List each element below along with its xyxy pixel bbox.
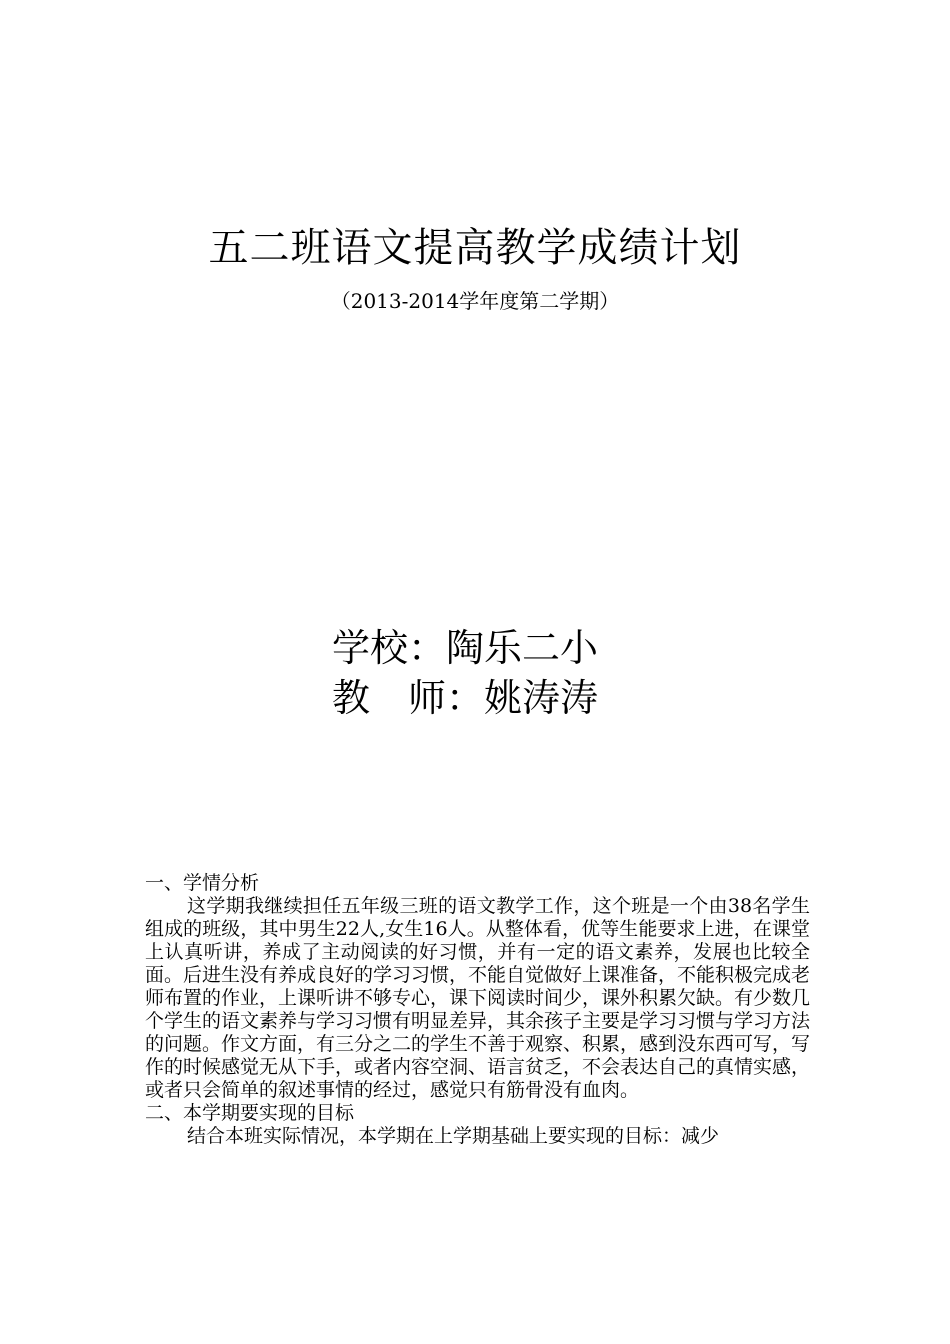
paragraph-analysis: 这学期我继续担任五年级三班的语文教学工作，这个班是一个由38名学生组成的班级，其中男生22人,女生16人。从整体看，优等生能要求上进，在课堂上认真听讲，养成了主动阅读的好习惯，并有一定的语文素养，发展也比较全面。后进生没有养成良好的学习习惯，不能自觉做好上课准备，不能积极完成老师布置的作业，上课听讲不够专心，课下阅读时间少，课外积累欠缺。有少数几个学生的语文素养与学习习惯有明显差异，其余孩子主要是学习习惯与学习方法的问题。作文方面，有三分之二的学生不善于观察、积累，感到没东西可写，写作的时候感觉无从下手，或者内容空洞、语言贫乏，不会表达自己的真情实感，或者只会简单的叙述事情的经过，感觉只有筋骨没有血肉。 <box>145 895 811 1101</box>
school-line: 学校：陶乐二小 <box>332 626 599 670</box>
teacher-line: 教 师：姚涛涛 <box>332 676 599 720</box>
section-heading-analysis: 一、学情分析 <box>145 872 260 894</box>
document-body <box>145 872 810 1148</box>
section-heading-goals: 二、本学期要实现的目标 <box>145 1102 355 1124</box>
document-subtitle: （2013-2014学年度第二学期） <box>330 289 620 313</box>
author-info <box>332 623 598 723</box>
paragraph-goals: 结合本班实际情况，本学期在上学期基础上要实现的目标：减少 <box>187 1125 720 1147</box>
document-title: 五二班语文提高教学成绩计划 <box>208 225 742 271</box>
